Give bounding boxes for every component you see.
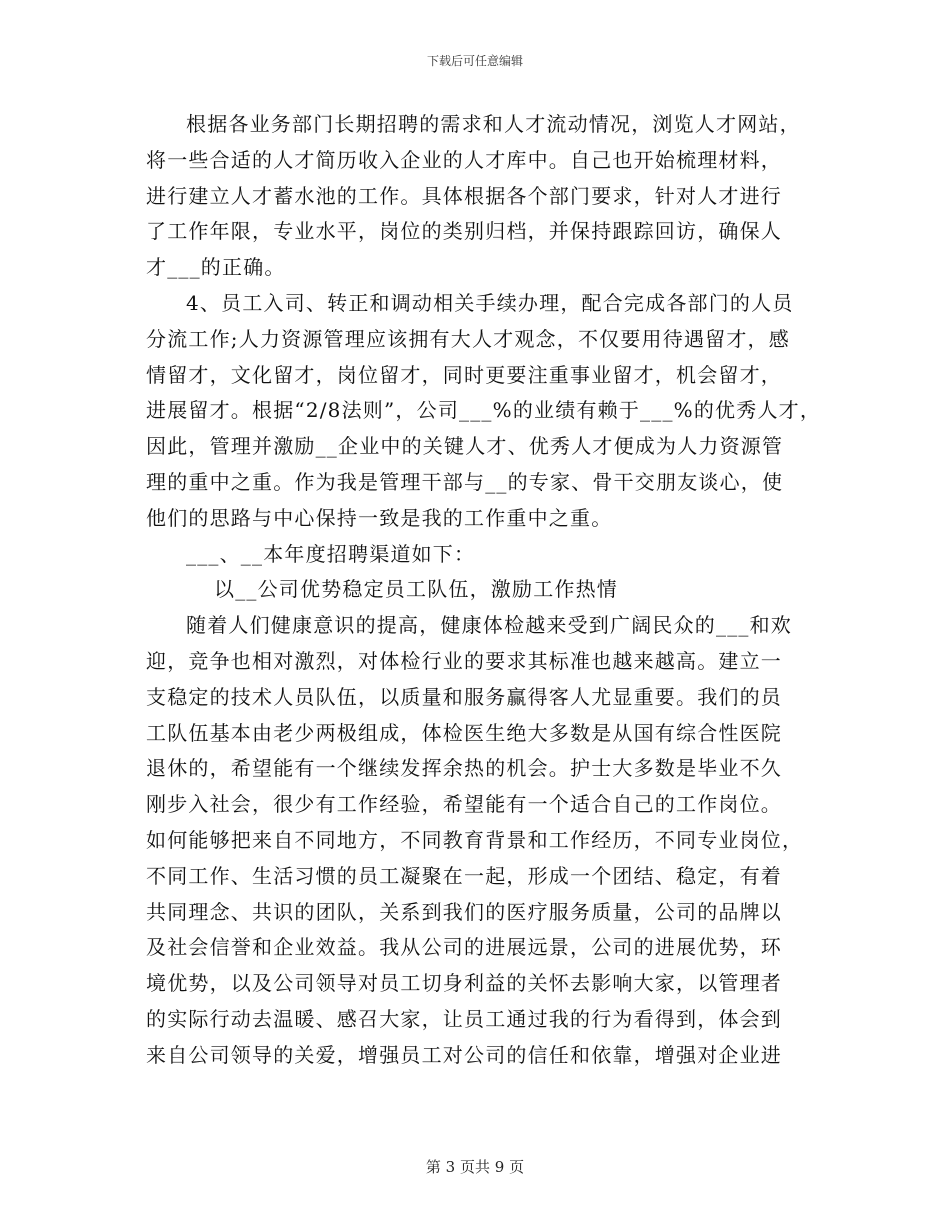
text-line: 理的重中之重。作为我是管理干部与__的专家、骨干交朋友谈心，使 xyxy=(146,469,784,494)
text-line: 不同工作、生活习惯的员工凝聚在一起，形成一个团结、稳定，有着 xyxy=(146,863,782,888)
text-line: 以__公司优势稳定员工队伍，激励工作热情 xyxy=(214,577,618,602)
text-line: 4、员工入司、转正和调动相关手续办理，配合完成各部门的人员 xyxy=(186,290,794,315)
text-line: 随着人们健康意识的提高，健康体检越来受到广阔民众的___和欢 xyxy=(186,613,792,638)
text-line: 的实际行动去温暖、感召大家，让员工通过我的行为看得到，体会到 xyxy=(146,1006,782,1031)
text-line: 根据各业务部门长期招聘的需求和人才流动情况，浏览人才网站， xyxy=(186,112,801,136)
text-line: 进行建立人才蓄水池的工作。具体根据各个部门要求，针对人才进行 xyxy=(146,183,782,208)
text-line: 情留才，文化留才，岗位留才，同时更要注重事业留才，机会留才， xyxy=(146,362,782,387)
text-line: 他们的思路与中心保持一致是我的工作重中之重。 xyxy=(146,505,613,530)
text-line: 才___的正确。 xyxy=(146,255,286,280)
text-line: 来自公司领导的关爱，增强员工对公司的信任和依靠，增强对企业进 xyxy=(146,1042,782,1067)
text-line: 分流工作;人力资源管理应该拥有大人才观念，不仅要用待遇留才，感 xyxy=(146,326,790,351)
text-line: 进展留才。根据“2/8法则”，公司___%的业绩有赖于___%的优秀人才， xyxy=(146,398,822,423)
text-line: 将一些合适的人才简历收入企业的人才库中。自己也开始梳理材料， xyxy=(146,147,782,172)
text-line: 刚步入社会，很少有工作经验，希望能有一个适合自己的工作岗位。 xyxy=(146,792,782,817)
text-line: 迎，竞争也相对激烈，对体检行业的要求其标准也越来越高。建立一 xyxy=(146,648,782,673)
text-line: 境优势，以及公司领导对员工切身利益的关怀去影响大家，以管理者 xyxy=(146,971,782,996)
text-line: 退休的，希望能有一个继续发挥余热的机会。护士大多数是毕业不久 xyxy=(146,756,782,781)
page-footer: 第 3 页共 9 页 xyxy=(425,1158,525,1176)
text-line: 因此，管理并激励__企业中的关键人才、优秀人才便成为人力资源管 xyxy=(146,434,784,459)
text-line: 及社会信誉和企业效益。我从公司的进展远景，公司的进展优势，环 xyxy=(146,935,782,960)
text-line: ___、__本年度招聘渠道如下： xyxy=(186,541,476,566)
text-line: 工队伍基本由老少两极组成，体检医生绝大多数是从国有综合性医院 xyxy=(146,720,782,745)
text-line: 如何能够把来自不同地方，不同教育背景和工作经历，不同专业岗位， xyxy=(146,827,804,852)
page-header: 下载后可任意编辑 xyxy=(426,54,523,68)
text-line: 支稳定的技术人员队伍，以质量和服务赢得客人尤显重要。我们的员 xyxy=(146,684,782,709)
text-line: 了工作年限，专业水平，岗位的类别归档，并保持跟踪回访，确保人 xyxy=(146,219,782,244)
text-line: 共同理念、共识的团队，关系到我们的医疗服务质量，公司的品牌以 xyxy=(146,899,782,924)
document-body xyxy=(146,107,826,1074)
